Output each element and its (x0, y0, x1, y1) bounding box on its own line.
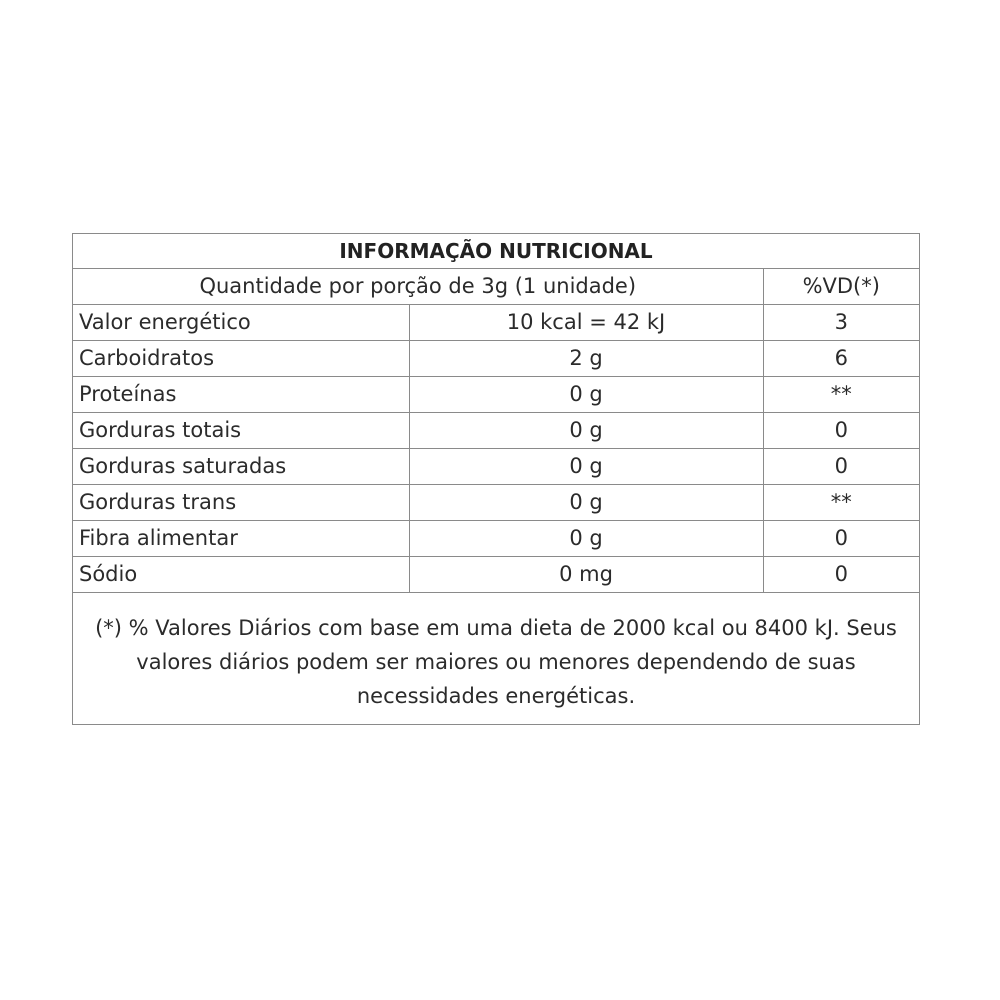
nutrient-quantity: 2 g (409, 341, 763, 377)
nutrient-quantity: 0 g (409, 377, 763, 413)
table-title-row (73, 234, 919, 269)
serving-size-header: Quantidade por porção de 3g (1 unidade) (73, 269, 763, 305)
nutrient-daily-value: 0 (763, 557, 919, 593)
table-header-row (73, 269, 919, 305)
nutrient-daily-value: 0 (763, 413, 919, 449)
daily-values-footnote: (*) % Valores Diários com base em uma dieta de 2000 kcal ou 8400 kJ. Seus valores diários podem ser maiores ou menores dependendo de suas necessidades energéticas. (95, 616, 897, 708)
nutrient-name: Carboidratos (73, 341, 409, 377)
table-row (73, 341, 919, 377)
table-row (73, 557, 919, 593)
table-row (73, 305, 919, 341)
nutrient-name: Gorduras saturadas (73, 449, 409, 485)
nutrition-table (73, 234, 919, 593)
table-row (73, 485, 919, 521)
table-row (73, 377, 919, 413)
nutrient-name: Gorduras totais (73, 413, 409, 449)
table-row (73, 413, 919, 449)
nutrient-quantity: 0 g (409, 449, 763, 485)
nutrient-daily-value: 0 (763, 449, 919, 485)
daily-value-header: %VD(*) (763, 269, 919, 305)
nutrition-facts-panel (72, 233, 920, 725)
nutrient-quantity: 0 g (409, 413, 763, 449)
nutrient-name: Fibra alimentar (73, 521, 409, 557)
nutrient-daily-value: 0 (763, 521, 919, 557)
nutrient-quantity: 10 kcal = 42 kJ (409, 305, 763, 341)
nutrient-daily-value: ** (763, 485, 919, 521)
table-title: INFORMAÇÃO NUTRICIONAL (73, 234, 919, 269)
nutrient-daily-value: 3 (763, 305, 919, 341)
nutrient-name: Proteínas (73, 377, 409, 413)
table-row (73, 449, 919, 485)
nutrient-quantity: 0 mg (409, 557, 763, 593)
nutrient-daily-value: ** (763, 377, 919, 413)
nutrient-name: Gorduras trans (73, 485, 409, 521)
nutrient-name: Valor energético (73, 305, 409, 341)
table-row (73, 521, 919, 557)
nutrient-quantity: 0 g (409, 521, 763, 557)
nutrient-daily-value: 6 (763, 341, 919, 377)
nutrient-quantity: 0 g (409, 485, 763, 521)
nutrient-name: Sódio (73, 557, 409, 593)
